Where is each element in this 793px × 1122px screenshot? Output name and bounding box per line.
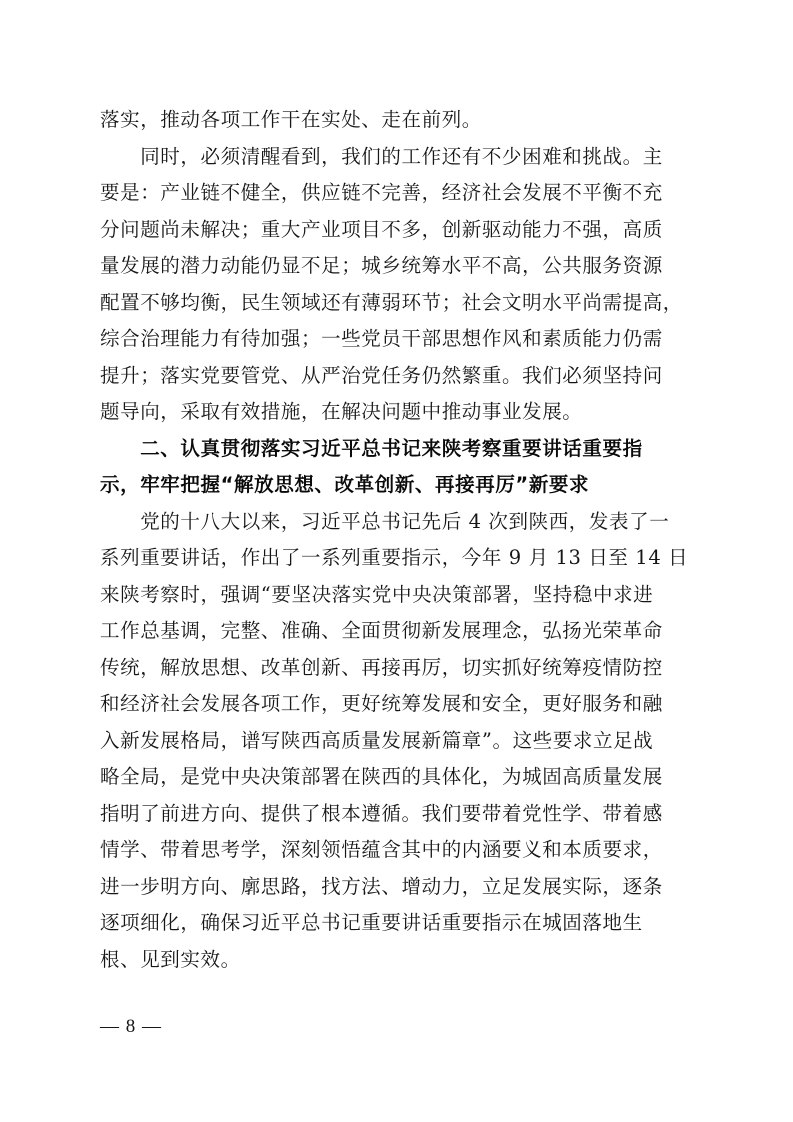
paragraph-line: 工作总基调，完整、准确、全面贯彻新发展理念，弘扬光荣革命 [100, 619, 663, 642]
paragraph-line: 题导向，采取有效措施，在解决问题中推动事业发展。 [100, 400, 583, 423]
paragraph-line: 根、见到实效。 [100, 947, 241, 971]
page-number: — 8 — [100, 1016, 162, 1037]
document-body [100, 102, 700, 978]
paragraph-line: 配置不够均衡，民生领域还有薄弱环节；社会文明水平尚需提高， [100, 290, 683, 314]
heading-line: 示，牢牢把握“解放思想、改革创新、再接再厉”新要求 [100, 473, 590, 496]
paragraph-line: 系列重要讲话，作出了一系列重要指示，今年 9 月 13 日至 14 日 [100, 546, 689, 569]
paragraph-line: 指明了前进方向、提供了根本遵循。我们要带着党性学、带着感 [100, 801, 663, 825]
heading-line: 二、认真贯彻落实习近平总书记来陕考察重要讲话重要指 [100, 436, 643, 460]
paragraph-line: 入新发展格局，谱写陕西高质量发展新篇章”。这些要求立足战 [100, 728, 654, 752]
paragraph-line: 传统，解放思想、改革创新、再接再厉，切实抓好统筹疫情防控 [100, 655, 663, 679]
paragraph-line: 略全局，是党中央决策部署在陕西的具体化，为城固高质量发展 [100, 765, 663, 788]
paragraph-line: 同时，必须清醒看到，我们的工作还有不少困难和挑战。主 [100, 144, 663, 168]
paragraph-line: 量发展的潜力动能仍显不足；城乡统筹水平不高，公共服务资源 [100, 254, 663, 277]
paragraph-line: 党的十八大以来，习近平总书记先后 4 次到陕西，发表了一 [100, 509, 670, 533]
paragraph-line: 落实，推动各项工作干在实处、走在前列。 [100, 108, 482, 131]
paragraph-line: 来陕考察时，强调“要坚决落实党中央决策部署，坚持稳中求进 [100, 582, 654, 606]
paragraph-line: 和经济社会发展各项工作，更好统筹发展和安全，更好服务和融 [100, 692, 663, 715]
continuation-paragraph [100, 102, 700, 139]
paragraph-line: 综合治理能力有待加强；一些党员干部思想作风和素质能力仍需 [100, 327, 663, 350]
paragraph-line: 提升；落实党要管党、从严治党任务仍然繁重。我们必须坚持问 [100, 363, 663, 387]
paragraph-line: 情学、带着思考学，深刻领悟蕴含其中的内涵要义和本质要求， [100, 838, 663, 861]
paragraph-line: 分问题尚未解决；重大产业项目不多，创新驱动能力不强，高质 [100, 217, 663, 241]
paragraph-line: 要是：产业链不健全，供应链不完善，经济社会发展不平衡不充 [100, 181, 663, 204]
section-heading [100, 431, 700, 504]
paragraph-line: 逐项细化，确保习近平总书记重要讲话重要指示在城固落地生 [100, 911, 643, 934]
challenges-paragraph [100, 139, 700, 431]
paragraph-line: 进一步明方向、廓思路，找方法、增动力，立足发展实际，逐条 [100, 874, 663, 898]
section-paragraph [100, 504, 700, 979]
